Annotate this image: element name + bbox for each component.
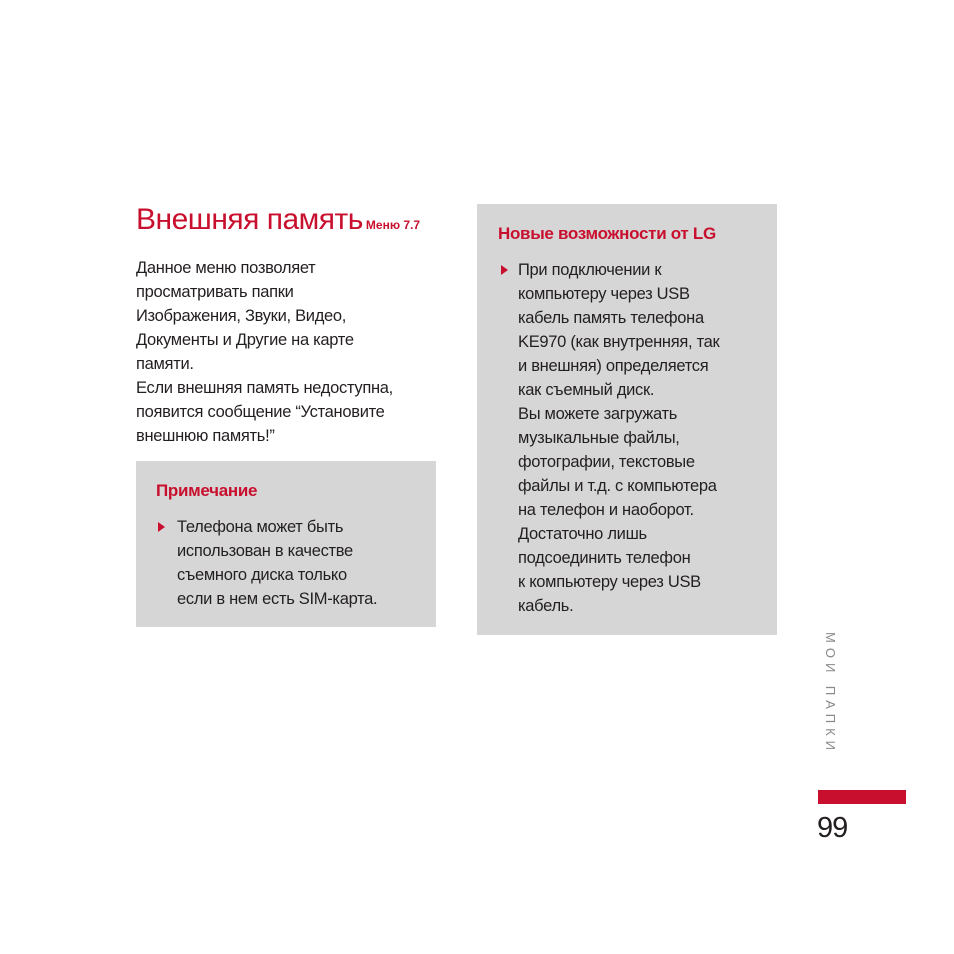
bullet-arrow-icon xyxy=(158,522,165,532)
intro-line: Если внешняя память недоступна, xyxy=(136,379,393,397)
intro-line: памяти. xyxy=(136,355,194,373)
note-body xyxy=(177,515,427,611)
lg-line: кабель память телефона xyxy=(518,309,704,327)
intro-line: просматривать папки xyxy=(136,283,294,301)
section-title-text: Внешняя память xyxy=(136,203,363,236)
note-box xyxy=(136,461,436,627)
lg-line: и внешняя) определяется xyxy=(518,357,709,375)
bullet-arrow-icon xyxy=(501,265,508,275)
lg-line: на телефон и наоборот. xyxy=(518,501,694,519)
lg-line: KE970 (как внутренняя, так xyxy=(518,333,720,351)
lg-features-box xyxy=(477,204,777,635)
chapter-side-label: МОИ ПАПКИ xyxy=(823,632,838,756)
page-number: 99 xyxy=(817,812,848,844)
lg-line: кабель. xyxy=(518,597,574,615)
intro-text xyxy=(136,256,446,448)
intro-line: Изображения, Звуки, Видео, xyxy=(136,307,347,325)
lg-line: как съемный диск. xyxy=(518,381,655,399)
menu-reference: Меню 7.7 xyxy=(365,218,421,232)
section-title xyxy=(136,200,420,237)
lg-line: Вы можете загружать xyxy=(518,405,678,423)
note-line: Телефона может быть xyxy=(177,518,344,536)
note-line: съемного диска только xyxy=(177,566,347,584)
intro-line: Документы и Другие на карте xyxy=(136,331,354,349)
note-line: использован в качестве xyxy=(177,542,353,560)
lg-line: Достаточно лишь xyxy=(518,525,647,543)
intro-line: внешнюю память!” xyxy=(136,427,275,445)
intro-line: Данное меню позволяет xyxy=(136,259,316,277)
lg-features-body xyxy=(518,258,770,618)
lg-line: музыкальные файлы, xyxy=(518,429,680,447)
lg-line: файлы и т.д. с компьютера xyxy=(518,477,717,495)
note-heading: Примечание xyxy=(156,481,258,500)
lg-line: подсоединить телефон xyxy=(518,549,691,567)
intro-line: появится сообщение “Установите xyxy=(136,403,385,421)
lg-line: При подключении к xyxy=(518,261,662,279)
note-line: если в нем есть SIM-карта. xyxy=(177,590,378,608)
lg-line: фотографии, текстовые xyxy=(518,453,695,471)
lg-line: компьютеру через USB xyxy=(518,285,690,303)
lg-features-heading: Новые возможности от LG xyxy=(498,224,716,243)
page-number-bar xyxy=(818,790,906,804)
lg-line: к компьютеру через USB xyxy=(518,573,701,591)
